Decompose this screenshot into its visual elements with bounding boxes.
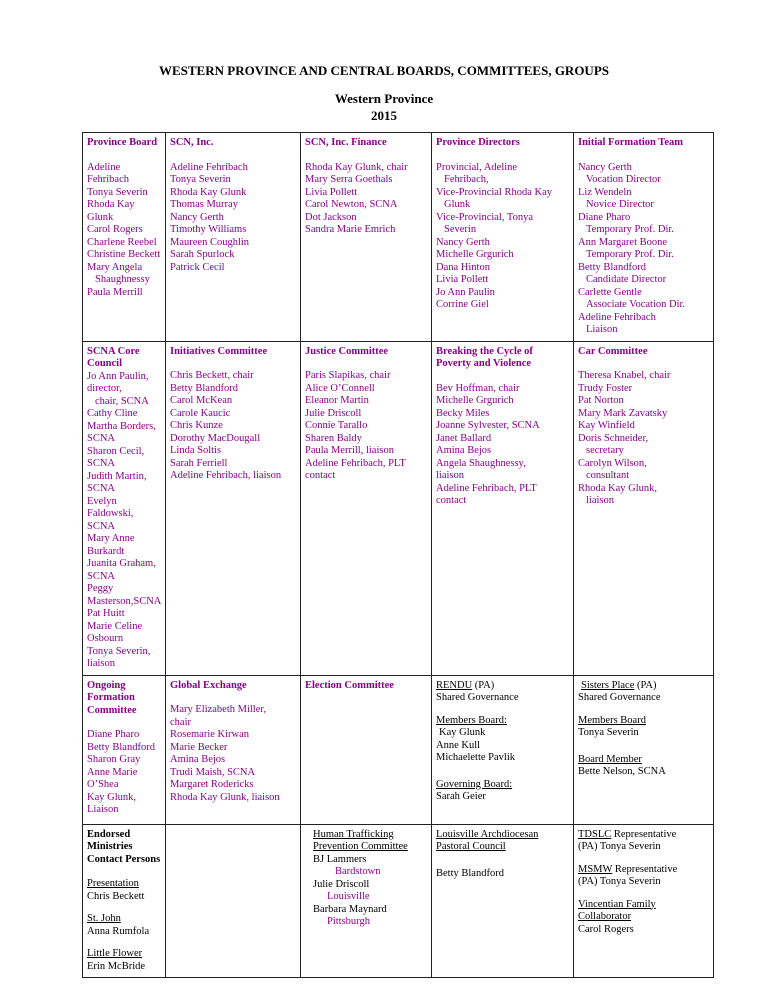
member-name: Carlette Gentle (578, 286, 642, 298)
member-role: secretary (586, 445, 624, 456)
member-name: Tonya Severin (170, 174, 231, 185)
member-name: Jo Ann Paulin (436, 286, 495, 298)
member-name: Sarah Spurlock (170, 249, 235, 260)
heading-justice-committee: Justice Committee (305, 345, 389, 357)
member-location: Louisville (327, 891, 370, 902)
member-name: Rhoda Kay Glunk (170, 186, 247, 198)
member-name: Michelle Grgurich (436, 395, 514, 406)
cell-scna-core-council (83, 341, 166, 675)
ministry-name: Presentation (87, 878, 139, 889)
member-name: Nancy Gerth (436, 236, 490, 248)
cell-car-committee (574, 341, 714, 675)
member-name: Vice-Provincial Rhoda Kay (436, 186, 553, 198)
member-name: Charlene Reebel (87, 236, 157, 248)
heading-car-committee: Car Committee (578, 345, 648, 357)
member-name: Christine Beckett (87, 249, 161, 260)
member-name: (PA) Tonya Severin (578, 841, 661, 852)
member-name: Marie Becker (170, 741, 228, 753)
member-name: Paula Merrill, liaison (305, 445, 394, 456)
member-name: Cathy Cline (87, 408, 138, 419)
cell-global-exchange (166, 675, 301, 824)
member-name: Julie Driscoll (313, 878, 370, 890)
table-row (83, 675, 714, 824)
member-role: Vocation Director (586, 174, 661, 185)
member-name: Marie Celine Osbourn (87, 620, 143, 644)
member-name: Bette Nelson, SCNA (578, 766, 666, 777)
members-board-label: Members Board (578, 714, 646, 726)
member-role: Associate Vocation Dir. (586, 299, 686, 310)
member-name: Becky Miles (436, 407, 490, 419)
member-name: Pat Huitt (87, 608, 125, 619)
heading-ongoing-formation: Ongoing Formation Committee (87, 679, 137, 716)
cell-rendu (432, 675, 574, 824)
document-subtitle (0, 90, 768, 124)
member-name: Judith Martin, SCNA (87, 470, 147, 494)
heading-election-committee: Election Committee (305, 679, 394, 691)
member-name: Peggy (87, 583, 114, 594)
member-name: Carolyn Wilson, (578, 457, 647, 469)
ministry-contact: Erin McBride (87, 960, 146, 972)
msmw-role: Representative (612, 863, 678, 875)
tdslc-label (578, 829, 710, 842)
member-name: Connie Tarallo (305, 420, 368, 431)
member-name: Juanita Graham, SCNA (87, 558, 156, 582)
heading-global-exchange: Global Exchange (170, 679, 247, 691)
member-name: Livia Pollett (436, 274, 489, 285)
sisters-place-name: Sisters Place (581, 679, 635, 691)
member-name: Betty Blandford (170, 382, 238, 394)
member-name: chair (170, 716, 191, 728)
cell-endorsed-ministries (83, 824, 166, 978)
member-name: contact (436, 495, 467, 506)
member-name: Alice O’Connell (305, 382, 375, 394)
member-name: Doris Schneider, (578, 432, 649, 444)
msmw-label (578, 864, 710, 877)
member-name: chair, SCNA (95, 395, 149, 407)
member-name: Kay Winfield (578, 420, 635, 431)
shared-governance: Shared Governance (436, 692, 519, 703)
cell-sisters-place (574, 675, 714, 824)
ministry-name: St. John (87, 913, 121, 924)
member-name: Dot Jackson (305, 211, 357, 223)
member-name: Nancy Gerth (170, 211, 224, 223)
member-role: Temporary Prof. Dir. (586, 249, 674, 260)
member-name: SCNA (87, 520, 116, 532)
member-name: Trudy Foster (578, 382, 633, 394)
member-name: Eleanor Martin (305, 395, 369, 406)
member-name: Masterson,SCNA (87, 595, 162, 607)
heading-vincentian-family: Vincentian Family Collaborator (578, 898, 656, 922)
cell-justice-committee (301, 341, 432, 675)
member-name: Jo Ann Paulin, director, (87, 370, 149, 394)
member-name: Sharon Gray (87, 754, 141, 765)
table-row (83, 133, 714, 342)
member-name: Betty Blandford (436, 867, 504, 879)
heading-initiatives-committee: Initiatives Committee (170, 345, 268, 357)
member-name: Sandra Marie Emrich (305, 224, 396, 235)
member-role: liaison (586, 495, 614, 506)
member-role: Candidate Director (586, 274, 667, 285)
heading-province-board: Province Board (87, 137, 158, 148)
cell-breaking-cycle (432, 341, 574, 675)
member-name: Carol McKean (170, 395, 233, 406)
member-name: Chris Kunze (170, 420, 223, 431)
member-name: Mary Anne Burkardt (87, 533, 135, 557)
member-name: Martha Borders, SCNA (87, 420, 156, 444)
sisters-place-label (578, 680, 710, 693)
member-name: Glunk (444, 199, 471, 210)
member-name: Rhoda Kay Glunk, liaison (170, 791, 280, 803)
member-name: Sarah Geier (436, 791, 486, 802)
member-name: Maureen Coughlin (170, 236, 250, 248)
member-name: (PA) Tonya Severin (578, 876, 661, 887)
heading-initial-formation: Initial Formation Team (578, 137, 684, 148)
member-name: Rhoda Kay Glunk, (578, 482, 658, 494)
member-name: Dana Hinton (436, 261, 490, 273)
member-name: Sharen Baldy (305, 432, 362, 444)
member-name: Carole Kaucic (170, 407, 231, 419)
member-name: Adeline Fehribach (170, 161, 248, 173)
heading-louisville-council: Louisville Archdiocesan Pastoral Council (436, 828, 539, 852)
member-name: Timothy Williams (170, 224, 247, 235)
tdslc-name: TDSLC (578, 828, 612, 840)
member-name: Julie Driscoll (305, 407, 362, 419)
member-name: Vice-Provincial, Tonya (436, 211, 533, 223)
cell-election-committee (301, 675, 432, 824)
governing-board-label: Governing Board: (436, 778, 513, 790)
member-name: Michaelette Pavlik (436, 752, 516, 763)
member-name: Barbara Maynard (313, 903, 387, 915)
rendu-name: RENDU (436, 679, 473, 691)
cell-scn-finance (301, 133, 432, 342)
member-role: Temporary Prof. Dir. (586, 224, 674, 235)
member-name: Livia Pollett (305, 186, 358, 198)
member-name: Anne Kull (436, 739, 481, 751)
member-name: Theresa Knabel, chair (578, 370, 671, 381)
document-title: WESTERN PROVINCE AND CENTRAL BOARDS, COMMITTEES, GROUPS (158, 63, 609, 78)
heading-scn-inc: SCN, Inc. (170, 137, 214, 148)
member-name: Betty Blandford (578, 261, 646, 273)
cell-province-directors (432, 133, 574, 342)
subtitle-province: Western Province (334, 91, 434, 106)
cell-scn-inc (166, 133, 301, 342)
member-name: Tonya Severin, liaison (87, 645, 151, 669)
member-name: Betty Blandford (87, 741, 155, 753)
member-name: Bev Hoffman, chair (436, 382, 520, 394)
rendu-label (436, 680, 570, 693)
member-name: Tonya Severin (87, 186, 148, 198)
member-name: Diane Pharo (578, 211, 631, 223)
shared-governance: Shared Governance (578, 692, 661, 703)
member-name: Dorothy MacDougall (170, 432, 261, 444)
member-name: Shaughnessy (95, 274, 150, 285)
heading-scn-finance: SCN, Inc. Finance (305, 137, 387, 148)
members-board-label: Members Board: (436, 714, 507, 726)
member-role: Novice Director (586, 199, 654, 210)
member-name: Sarah Ferriell (170, 457, 228, 469)
member-name: Severin (444, 224, 477, 235)
ministry-contact: Anna Rumfola (87, 925, 150, 937)
cell-ongoing-formation (83, 675, 166, 824)
heading-province-directors: Province Directors (436, 137, 520, 148)
member-name: Adeline Fehribach, PLT (305, 457, 406, 469)
member-name: Paula Merrill (87, 286, 143, 298)
member-name: Nancy Gerth (578, 161, 632, 173)
cell-province-board (83, 133, 166, 342)
member-name: Angela Shaughnessy, (436, 457, 526, 469)
member-name: Adeline Fehribach (87, 161, 129, 185)
table-row (83, 341, 714, 675)
heading-scna-core-council: SCNA Core Council (87, 345, 140, 369)
member-name: Mary Elizabeth Miller, (170, 704, 267, 715)
member-name: Margaret Rodericks (170, 779, 254, 790)
member-name: Corrine Giel (436, 299, 489, 310)
member-name: Adeline Fehribach, liaison (170, 470, 282, 481)
cell-representatives (574, 824, 714, 978)
cell-empty (166, 824, 301, 978)
member-name: Thomas Murray (170, 199, 238, 210)
table-row (83, 824, 714, 978)
member-name: BJ Lammers (313, 853, 367, 865)
member-name: Amina Bejos (170, 754, 226, 765)
member-name: Fehribach, (444, 174, 489, 185)
member-name: Paris Slapikas, chair (305, 370, 391, 381)
member-name: Rhoda Kay Glunk, chair (305, 161, 408, 173)
committees-table (82, 132, 714, 978)
member-name: Janet Ballard (436, 432, 492, 444)
member-name: Joanne Sylvester, SCNA (436, 420, 540, 431)
member-name: Sharon Cecil, SCNA (87, 445, 145, 469)
member-name: Provincial, Adeline (436, 161, 518, 173)
member-name: Linda Soltis (170, 445, 222, 456)
cell-human-trafficking (301, 824, 432, 978)
member-name: Rhoda Kay Glunk (87, 199, 135, 223)
member-name: Chris Beckett, chair (170, 370, 254, 381)
member-name: Carol Newton, SCNA (305, 199, 398, 210)
member-name: Amina Bejos (436, 445, 492, 456)
member-name: Trudi Maish, SCNA (170, 766, 256, 778)
cell-louisville-council (432, 824, 574, 978)
member-name: Evelyn Faldowski, (87, 495, 134, 519)
member-name: Liz Wendeln (578, 186, 632, 198)
member-name: liaison (436, 470, 464, 481)
tdslc-role: Representative (611, 828, 677, 840)
heading-endorsed-ministries: Endorsed Ministries Contact Persons (87, 828, 161, 865)
cell-initiatives-committee (166, 341, 301, 675)
member-name: Mary Serra Goethals (305, 174, 393, 185)
member-name: Patrick Cecil (170, 261, 225, 273)
member-name: Pat Norton (578, 395, 624, 406)
member-name: Anne Marie O’Shea (87, 766, 138, 790)
member-name: Mary Angela (87, 261, 143, 273)
member-name: Diane Pharo (87, 729, 140, 740)
member-name: Kay Glunk, Liaison (87, 791, 136, 815)
heading-human-trafficking: Human Trafficking Prevention Committee (313, 828, 408, 852)
ministry-name: Little Flower (87, 948, 143, 959)
member-location: Bardstown (335, 866, 381, 877)
member-role: Liaison (586, 324, 618, 335)
member-name: Rosemarie Kirwan (170, 729, 250, 740)
member-location: Pittsburgh (327, 916, 370, 927)
member-name: Mary Mark Zavatsky (578, 407, 668, 419)
member-name: Ann Margaret Boone (578, 236, 668, 248)
member-name: Michelle Grgurich (436, 249, 514, 260)
rendu-location: (PA) (472, 679, 495, 691)
member-name: Kay Glunk (439, 727, 486, 738)
member-name: Adeline Fehribach, PLT (436, 482, 537, 494)
member-name: contact (305, 470, 336, 481)
member-name: Tonya Severin (578, 727, 639, 738)
heading-breaking-cycle: Breaking the Cycle of Poverty and Violence (436, 345, 533, 369)
cell-initial-formation (574, 133, 714, 342)
board-member-label: Board Member (578, 753, 642, 765)
msmw-name: MSMW (578, 863, 613, 875)
member-name: Adeline Fehribach (578, 311, 656, 323)
member-role: consultant (586, 470, 630, 481)
subtitle-year: 2015 (371, 108, 397, 123)
member-name: Carol Rogers (578, 923, 634, 935)
member-name: Carol Rogers (87, 224, 143, 235)
sisters-place-location: (PA) (634, 679, 657, 691)
ministry-contact: Chris Beckett (87, 890, 145, 902)
